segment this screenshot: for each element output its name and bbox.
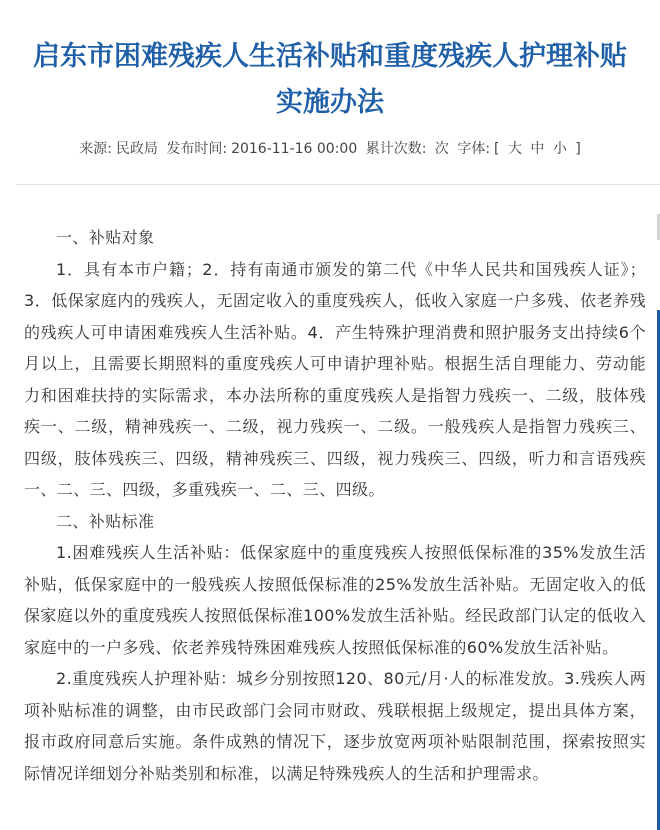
paragraph-nursing-subsidy: 2.重度残疾人护理补贴：城乡分别按照120、80元/月·人的标准发放。3.残疾人两项补贴标准的调整，由市民政部门会同市财政、残联根据上级规定，提出具体方案，报市政府同意后实施。条件成熟的情况下，逐步放宽两项补贴限制范围，探索按照实际情况详细划分补贴类别和标准，以满足特殊残疾人的生活和护理需求。 (24, 669, 646, 783)
view-count-unit: 次 (434, 141, 449, 157)
publish-time-label: 发布时间: (166, 141, 228, 157)
article-title-line1: 启东市困难残疾人生活补贴和重度残疾人护理补贴 (33, 41, 627, 72)
article-title (0, 34, 660, 126)
article-title-line2: 实施办法 (276, 87, 384, 118)
source-label: 来源: (79, 141, 112, 157)
source-value: 民政局 (115, 141, 158, 157)
bracket-open: [ (494, 141, 500, 157)
article-body (24, 222, 646, 789)
font-size-label: 字体: (457, 141, 491, 157)
section-heading-subsidy-targets: 一、补贴对象 (56, 228, 155, 247)
publish-time-value: 2016-11-16 00:00 (231, 141, 358, 157)
font-size-small-button[interactable]: 小 (552, 141, 567, 157)
paragraph-subsidy-targets: 1．具有本市户籍；2．持有南通市颁发的第二代《中华人民共和国残疾人证》；3．低保家庭内的残疾人，无固定收入的重度残疾人，低收入家庭一户多残、依老养残的残疾人可申请困难残疾人生活补贴。4．产生特殊护理消费和照护服务支出持续6个月以上，且需要长期照料的重度残疾人可申请护理补贴。根据生活自理能力、劳动能力和困难扶持的实际需求，本办法所称的重度残疾人是指智力残疾一、二级，肢体残疾一、二级，精神残疾一、二级，视力残疾一、二级。一般残疾人是指智力残疾三、四级，肢体残疾三、四级，精神残疾三、四级，视力残疾三、四级，听力和言语残疾一、二、三、四级，多重残疾一、二、三、四级。 (24, 259, 646, 499)
section-heading-subsidy-standards: 二、补贴标准 (56, 511, 155, 531)
font-size-large-button[interactable]: 大 (507, 141, 522, 157)
header-divider (16, 184, 660, 185)
view-count-label: 累计次数: (365, 141, 427, 157)
bracket-close: ] (575, 141, 581, 157)
font-size-medium-button[interactable]: 中 (530, 141, 545, 157)
article-meta (0, 138, 660, 158)
paragraph-living-subsidy: 1.困难残疾人生活补贴：低保家庭中的重度残疾人按照低保标准的35%发放生活补贴，低保家庭中的一般残疾人按照低保标准的25%发放生活补贴。无固定收入的低保家庭以外的重度残疾人按照低保标准100%发放生活补贴。经民政部门认定的低收入家庭中的一户多残、依老养残特殊困难残疾人按照低保标准的60%发放生活补贴。 (24, 543, 646, 657)
